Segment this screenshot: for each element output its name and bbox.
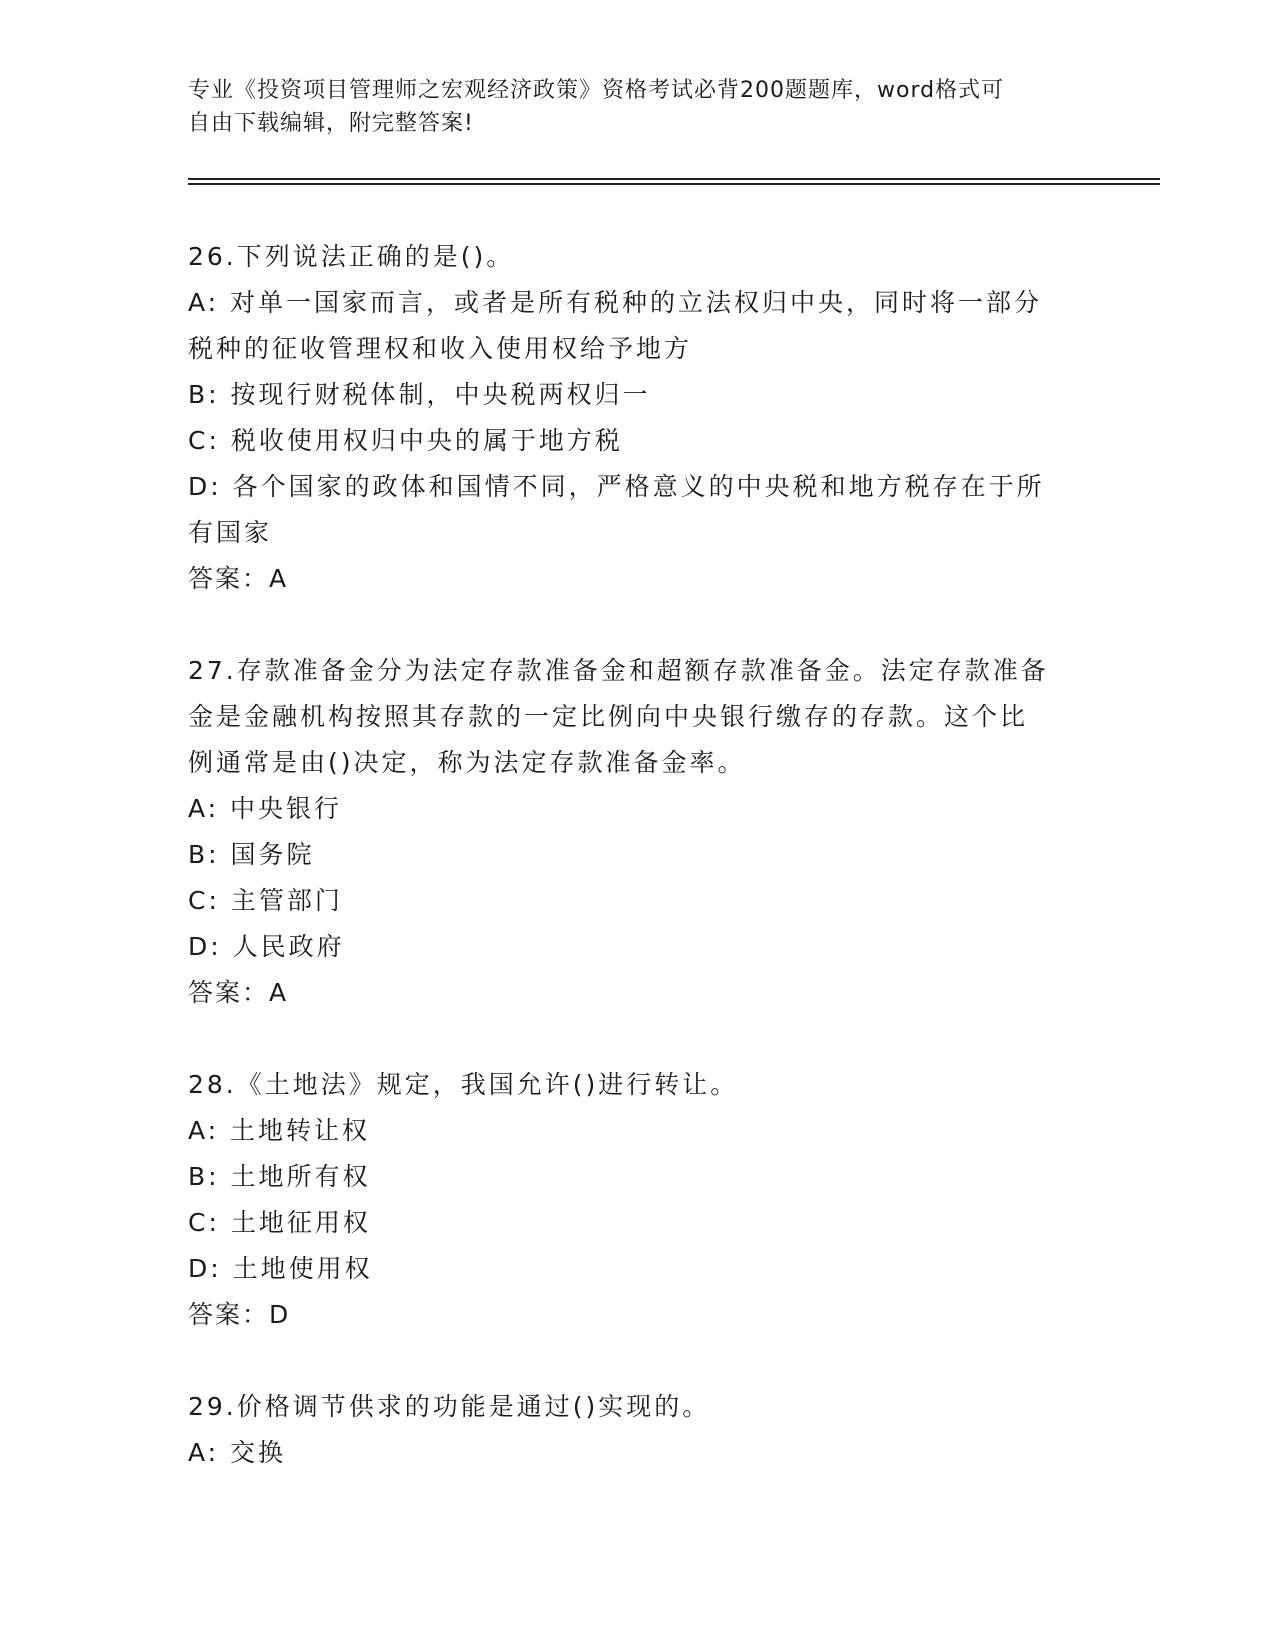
question-26 bbox=[188, 234, 1088, 602]
question-stem-line: 28.《土地法》规定，我国允许()进行转让。 bbox=[188, 1070, 739, 1099]
option-d: D: 土地使用权 bbox=[188, 1254, 373, 1283]
option-c: C: 主管部门 bbox=[188, 886, 343, 915]
option-d-continued: 有国家 bbox=[188, 518, 273, 547]
header-line-2: 自由下载编辑，附完整答案! bbox=[188, 111, 474, 136]
option-c: C: 税收使用权归中央的属于地方税 bbox=[188, 426, 623, 455]
option-b: B: 土地所有权 bbox=[188, 1162, 371, 1191]
question-spacer bbox=[188, 1016, 1088, 1062]
question-stem-line: 例通常是由()决定，称为法定存款准备金率。 bbox=[188, 748, 746, 777]
answer-label: 答案：A bbox=[188, 564, 289, 593]
answer-label: 答案：A bbox=[188, 978, 289, 1007]
option-b: B: 国务院 bbox=[188, 840, 315, 869]
question-list bbox=[188, 234, 1088, 1476]
option-a-continued: 税种的征收管理权和收入使用权给予地方 bbox=[188, 334, 693, 363]
document-header bbox=[188, 74, 1088, 140]
question-stem-line: 26.下列说法正确的是()。 bbox=[188, 242, 515, 271]
option-a: A: 交换 bbox=[188, 1438, 287, 1467]
option-d: D: 人民政府 bbox=[188, 932, 345, 961]
question-27 bbox=[188, 648, 1088, 1016]
answer-label: 答案：D bbox=[188, 1300, 291, 1329]
header-divider-bottom bbox=[188, 183, 1160, 185]
option-d: D: 各个国家的政体和国情不同，严格意义的中央税和地方税存在于所 bbox=[188, 472, 1045, 501]
header-divider-top bbox=[188, 178, 1160, 180]
option-b: B: 按现行财税体制，中央税两权归一 bbox=[188, 380, 651, 409]
option-c: C: 土地征用权 bbox=[188, 1208, 371, 1237]
question-spacer bbox=[188, 602, 1088, 648]
question-stem-line: 27.存款准备金分为法定存款准备金和超额存款准备金。法定存款准备 bbox=[188, 656, 1049, 685]
question-29 bbox=[188, 1384, 1088, 1476]
option-a: A: 对单一国家而言，或者是所有税种的立法权归中央，同时将一部分 bbox=[188, 288, 1043, 317]
question-stem-line: 29.价格调节供求的功能是通过()实现的。 bbox=[188, 1392, 711, 1421]
header-line-1: 专业《投资项目管理师之宏观经济政策》资格考试必背200题题库，word格式可 bbox=[188, 78, 1005, 103]
option-a: A: 中央银行 bbox=[188, 794, 343, 823]
option-a: A: 土地转让权 bbox=[188, 1116, 371, 1145]
question-28 bbox=[188, 1062, 1088, 1338]
question-stem-line: 金是金融机构按照其存款的一定比例向中央银行缴存的存款。这个比 bbox=[188, 702, 1029, 731]
question-spacer bbox=[188, 1338, 1088, 1384]
